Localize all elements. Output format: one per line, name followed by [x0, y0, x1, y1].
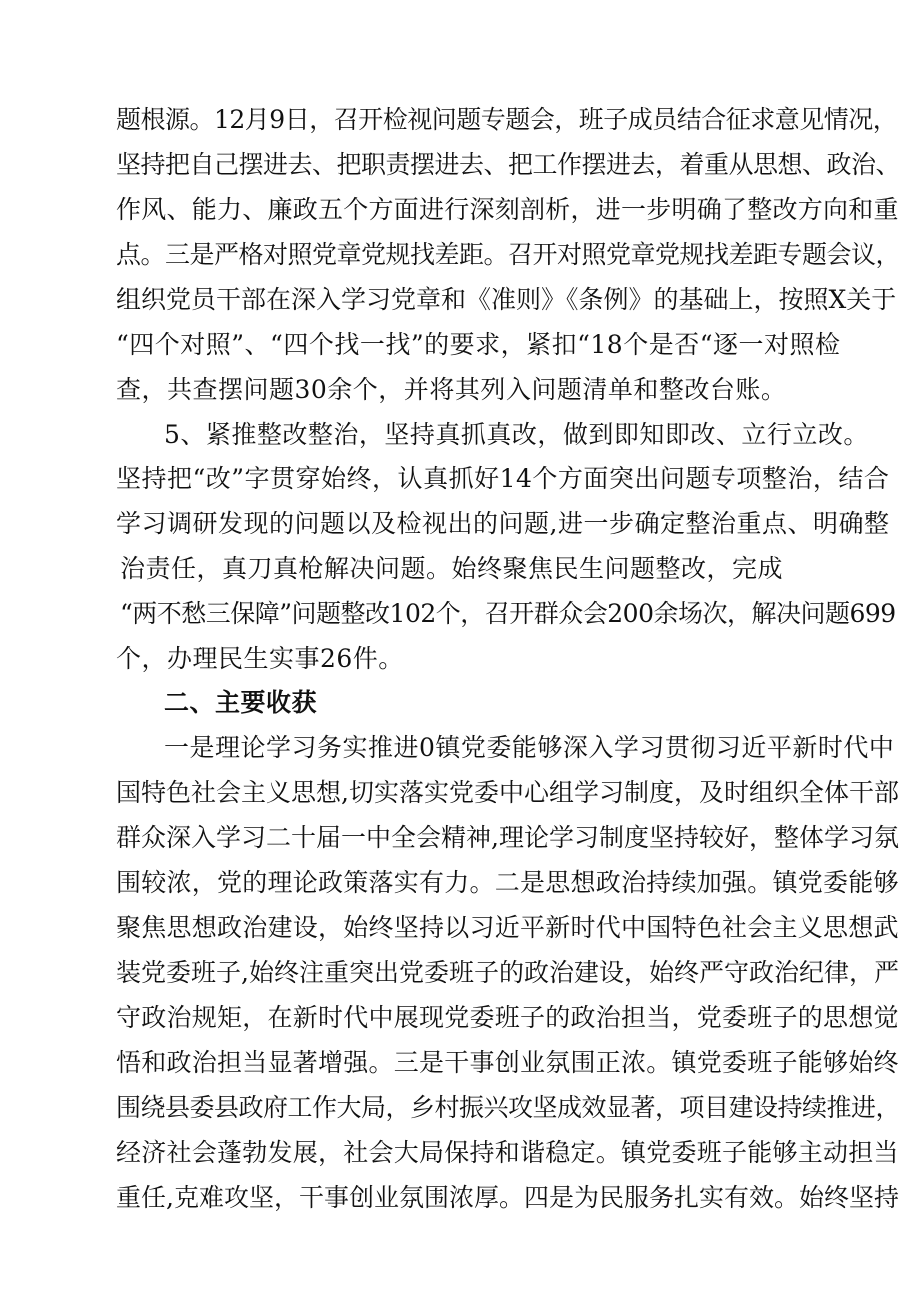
text-line: 作风、能力、廉政五个方面进行深刻剖析，进一步明确了整改方向和重 [116, 195, 899, 224]
text-line: 治责任，真刀真枪解决问题。始终聚焦民生问题整改，完成 [120, 554, 784, 583]
text-line: 查，共查摆问题30余个，并将其列入问题清单和整改台账。 [116, 375, 787, 404]
section-heading: 二、主要收获 [164, 688, 318, 717]
text-line: 围较浓，党的理论政策落实有力。二是思想政治持续加强。镇党委能够 [116, 868, 899, 897]
text-line: 坚持把自己摆进去、把职责摆进去、把工作摆进去，着重从思想、政治、 [116, 150, 901, 179]
text-line: 5、紧推整改整治，坚持真抓真改，做到即知即改、立行立改。 [164, 420, 869, 449]
text-line: 组织党员干部在深入学习党章和《准则》《条例》的基础上，按照X关于 [116, 285, 897, 314]
text-line: 悟和政治担当显著增强。三是干事创业氛围正浓。镇党委班子能够始终 [116, 1048, 899, 1077]
text-line: 围绕县委县政府工作大局，乡村振兴攻坚成效显著，项目建设持续推进， [116, 1093, 901, 1122]
text-line: 个，办理民生实事26件。 [116, 644, 404, 673]
text-line: 经济社会蓬勃发展，社会大局保持和谐稳定。镇党委班子能够主动担当 [116, 1138, 899, 1167]
text-line: 国特色社会主义思想,切实落实党委中心组学习制度，及时组织全体干部 [116, 778, 899, 807]
text-line: 守政治规矩，在新时代中展现党委班子的政治担当，党委班子的思想觉 [116, 1003, 899, 1032]
text-line: 重任,克难攻坚，干事创业氛围浓厚。四是为民服务扎实有效。始终坚持 [116, 1183, 899, 1212]
text-line: 坚持把“改”字贯穿始终，认真抓好14个方面突出问题专项整治，结合 [116, 464, 890, 493]
text-line: 一是理论学习务实推进0镇党委能够深入学习贯彻习近平新时代中 [164, 733, 895, 762]
text-line: 群众深入学习二十届一中全会精神,理论学习制度坚持较好，整体学习氛 [116, 823, 899, 852]
text-line: 题根源。12月9日，召开检视问题专题会，班子成员结合征求意见情况， [116, 105, 898, 134]
text-line: “四个对照”、“四个找一找”的要求，紧扣“18个是否“逐一对照检 [116, 330, 841, 359]
text-line: 点。三是严格对照党章党规找差距。召开对照党章党规找差距专题会议， [116, 240, 901, 269]
text-line: 聚焦思想政治建设，始终坚持以习近平新时代中国特色社会主义思想武 [116, 913, 899, 942]
text-line: “两不愁三保障”问题整改102个，召开群众会200余场次，解决问题699 [120, 599, 896, 628]
text-line: 学习调研发现的问题以及检视出的问题,进一步确定整治重点、明确整 [116, 509, 890, 538]
text-line: 装党委班子,始终注重突出党委班子的政治建设，始终严守政治纪律，严 [116, 958, 899, 987]
